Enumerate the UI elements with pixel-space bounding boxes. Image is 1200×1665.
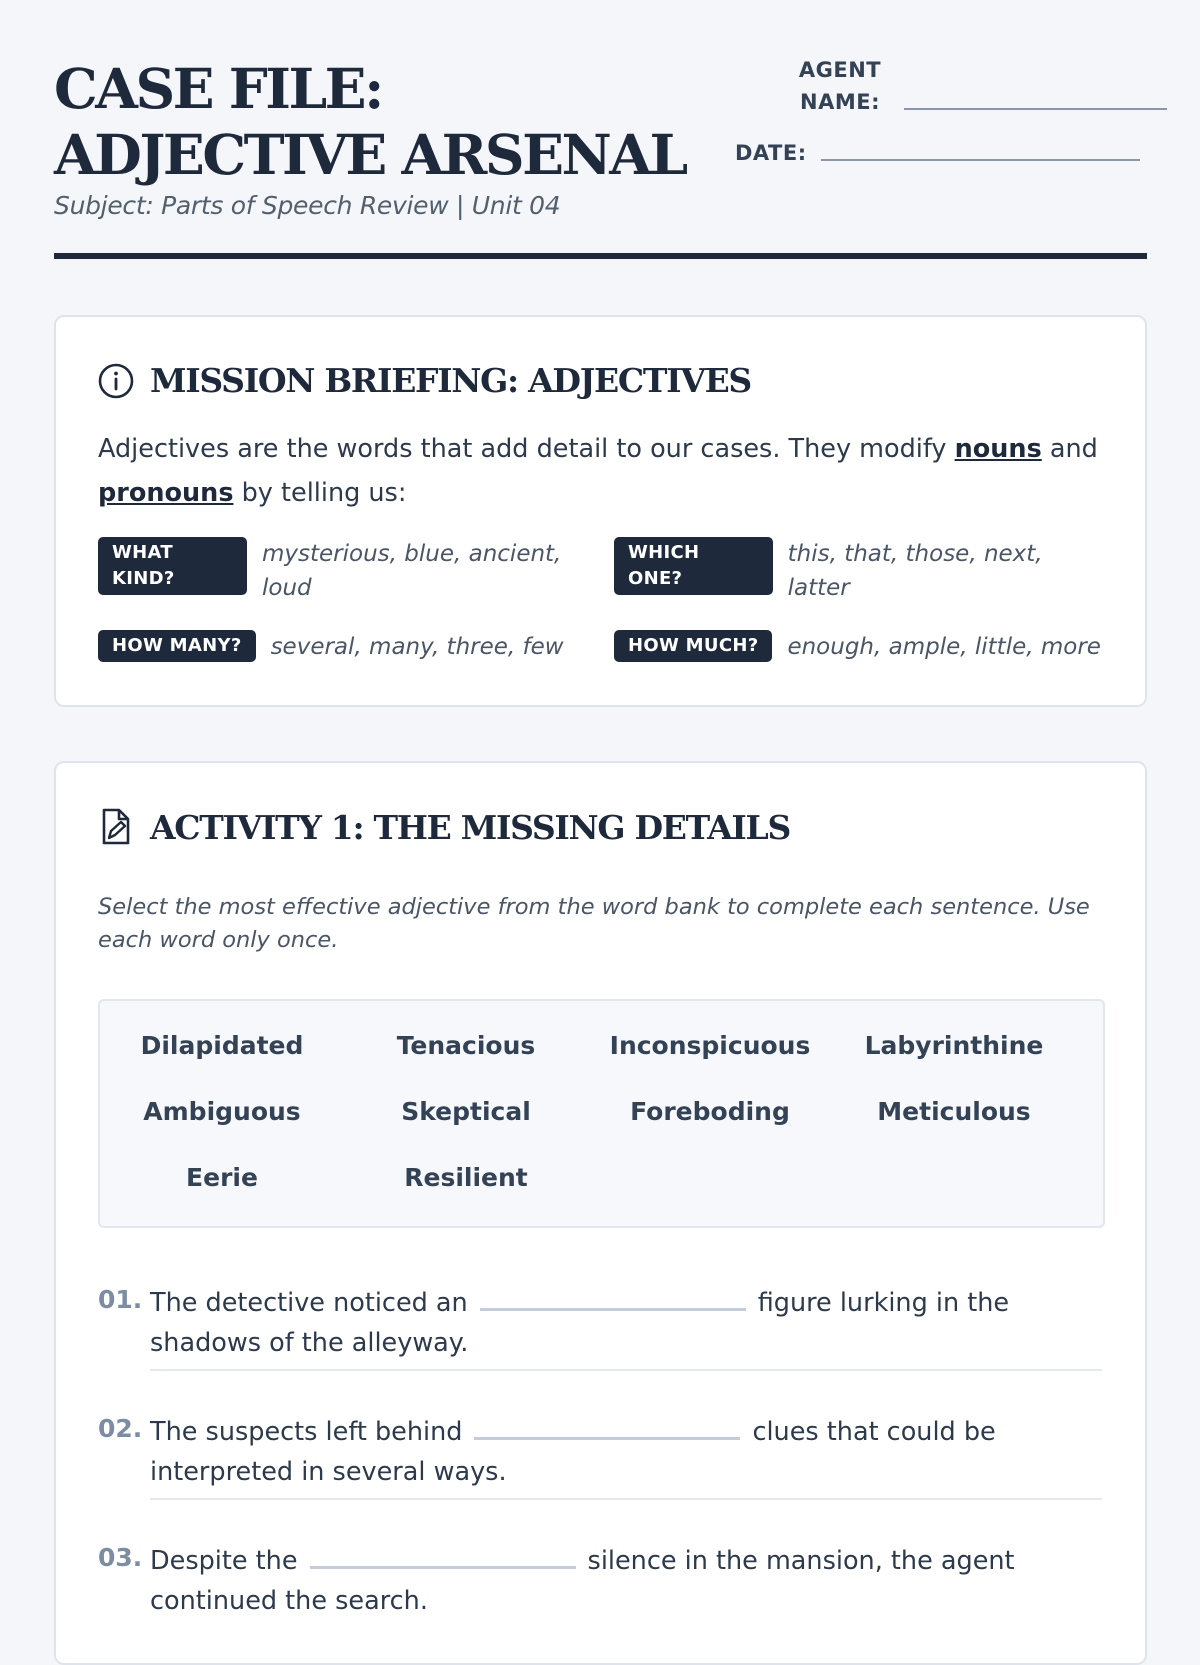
question-badge: HOW MANY? [98, 630, 256, 662]
question-badge: WHAT KIND? [98, 537, 247, 595]
item-sentence [150, 1409, 1100, 1492]
briefing-heading [98, 361, 751, 400]
question-badge: HOW MUCH? [614, 630, 772, 662]
word-bank-item[interactable]: Eerie [186, 1163, 258, 1192]
document-edit-icon [98, 807, 134, 847]
briefing-title: MISSION BRIEFING: ADJECTIVES [150, 361, 751, 400]
item-number: 01. [98, 1285, 143, 1314]
answer-blank[interactable] [474, 1409, 740, 1440]
question-examples: enough, ample, little, more [787, 634, 1101, 660]
briefing-intro [98, 427, 1098, 515]
date-label: DATE: [735, 141, 807, 165]
question-examples: several, many, three, few [270, 634, 564, 660]
question-how-many [98, 630, 564, 664]
intro-pronouns: pronouns [98, 478, 234, 508]
activity-card [54, 761, 1147, 1665]
item-sentence [150, 1280, 1100, 1363]
answer-blank[interactable] [310, 1538, 576, 1569]
mission-briefing-card [54, 315, 1147, 707]
page-subtitle: Subject: Parts of Speech Review | Unit 04 [54, 191, 561, 220]
agent-name-label: AGENT NAME: [798, 58, 882, 114]
word-bank-item[interactable]: Meticulous [877, 1097, 1031, 1126]
intro-text-start: Adjectives are the words that add detail to our cases. They modify [98, 434, 955, 464]
item-divider [150, 1369, 1102, 1371]
question-badge: WHICH ONE? [614, 537, 773, 595]
word-bank-item[interactable]: Ambiguous [143, 1097, 301, 1126]
activity-instructions: Select the most effective adjective from the word bank to complete each sentence. Use each word only once. [98, 894, 1090, 953]
question-examples: this, that, those, next, latter [787, 541, 1043, 601]
header-divider [54, 253, 1147, 259]
sentence-end: clues that could be interpreted in several ways. [150, 1417, 996, 1487]
date-field[interactable] [735, 137, 1140, 169]
word-bank [98, 999, 1105, 1228]
date-line[interactable] [821, 159, 1140, 161]
intro-nouns: nouns [954, 434, 1042, 464]
word-bank-item[interactable]: Tenacious [396, 1031, 536, 1060]
item-number: 02. [98, 1414, 143, 1443]
agent-name-field[interactable] [790, 54, 1167, 118]
info-icon [98, 363, 134, 399]
agent-name-line[interactable] [904, 108, 1167, 110]
word-bank-item[interactable]: Resilient [404, 1163, 528, 1192]
activity-heading [98, 807, 790, 847]
worksheet-header [54, 0, 1147, 262]
sentence-start: Despite the [150, 1546, 298, 1576]
answer-blank[interactable] [480, 1280, 746, 1311]
worksheet-page [54, 0, 1147, 1616]
word-bank-item[interactable]: Skeptical [401, 1097, 531, 1126]
sentence-start: The suspects left behind [150, 1417, 463, 1447]
sentence-start: The detective noticed an [150, 1288, 468, 1318]
activity-title: ACTIVITY 1: THE MISSING DETAILS [150, 807, 790, 847]
word-bank-item[interactable]: Inconspicuous [609, 1031, 811, 1060]
word-bank-item[interactable]: Foreboding [630, 1097, 790, 1126]
sentence-end: silence in the mansion, the agent continued the search. [150, 1546, 1015, 1616]
item-sentence [150, 1538, 1100, 1621]
sentence-end: figure lurking in the shadows of the alleyway. [150, 1288, 1010, 1358]
question-examples: mysterious, blue, ancient, loud [262, 541, 562, 601]
intro-text-end: by telling us: [233, 478, 407, 508]
intro-text-and: and [1041, 434, 1098, 464]
question-how-much [614, 630, 1101, 664]
page-title: CASE FILE: ADJECTIVE ARSENAL [54, 56, 686, 187]
item-number: 03. [98, 1543, 143, 1572]
question-which-one [614, 537, 1108, 605]
word-bank-item[interactable]: Dilapidated [140, 1031, 304, 1060]
item-divider [150, 1498, 1102, 1500]
question-what-kind [98, 537, 562, 605]
word-bank-item[interactable]: Labyrinthine [864, 1031, 1044, 1060]
